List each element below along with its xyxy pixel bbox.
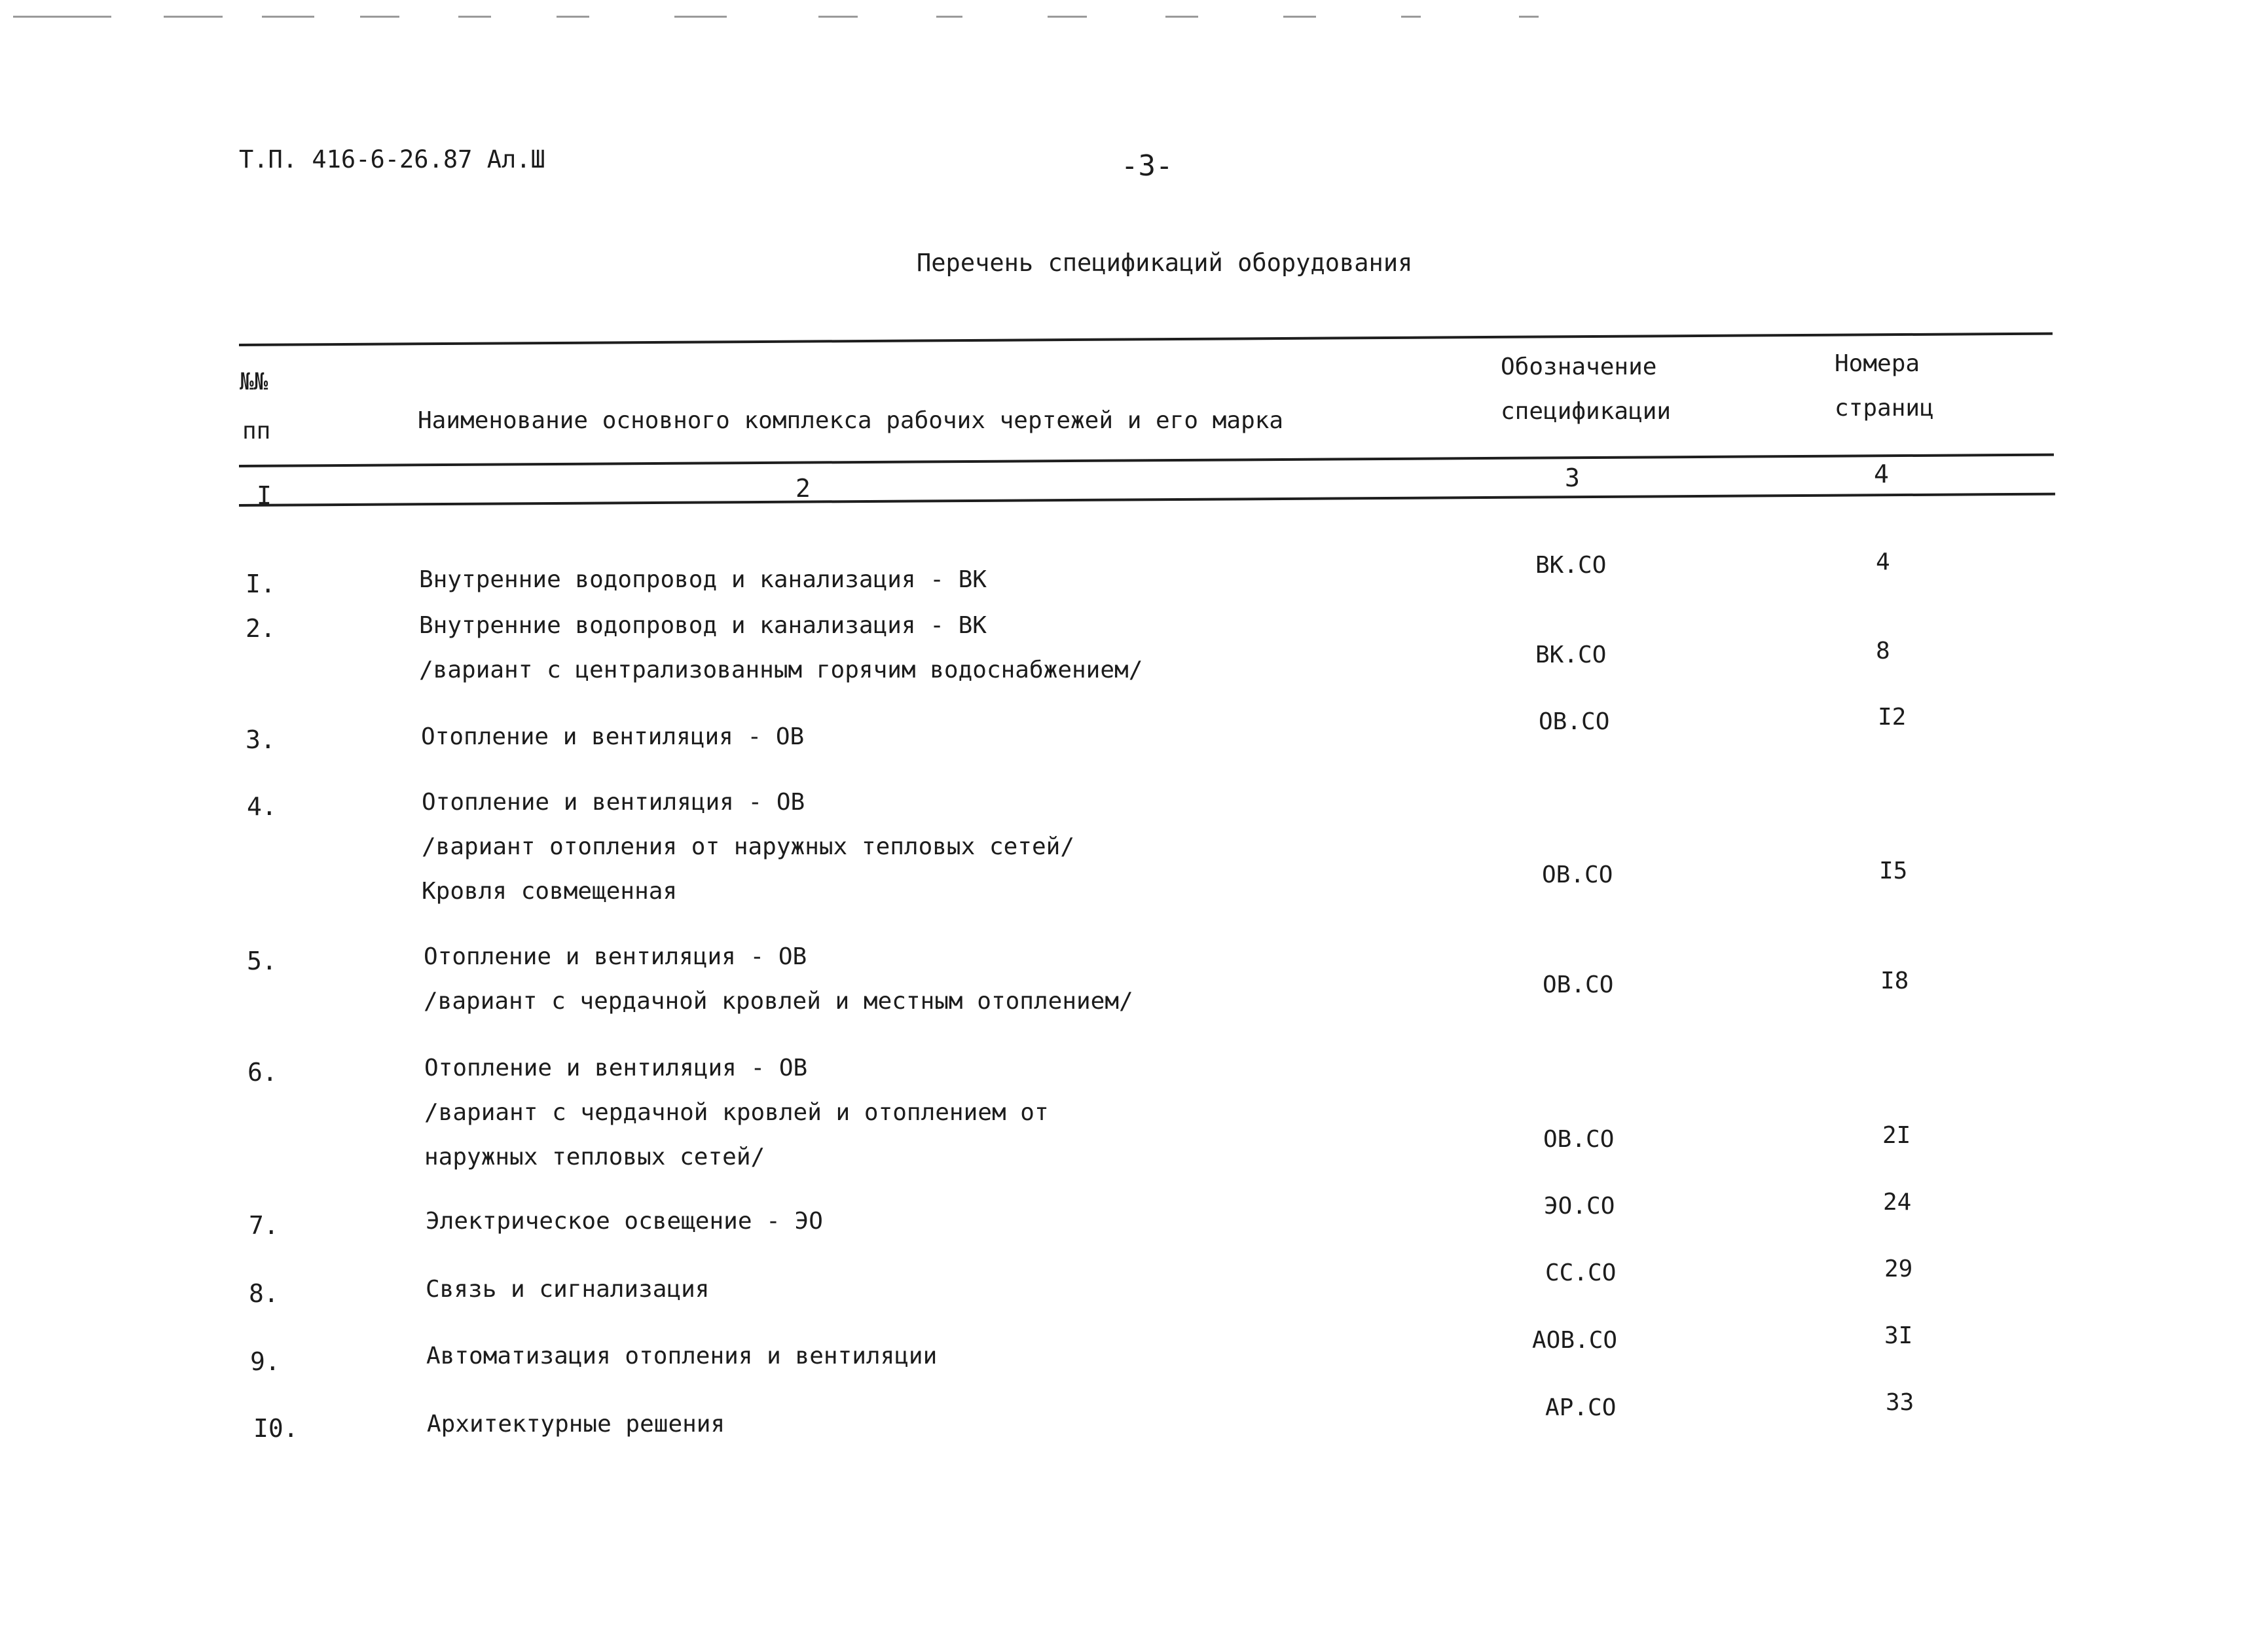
row-9-name bbox=[426, 1334, 937, 1379]
row-9-spec: АОВ.СО bbox=[1532, 1327, 1618, 1354]
row-4-name-line: Отопление и вентиляция - ОВ bbox=[422, 789, 805, 816]
row-4-page: I5 bbox=[1879, 858, 1908, 884]
row-1-number: I. bbox=[246, 570, 276, 598]
header-col1-line1: №№ bbox=[240, 369, 268, 395]
row-6-page: 2I bbox=[1882, 1122, 1911, 1149]
row-8-page: 29 bbox=[1884, 1256, 1913, 1282]
column-number-2: 2 bbox=[796, 474, 811, 503]
row-1-page: 4 bbox=[1876, 549, 1890, 575]
row-8-number: 8. bbox=[249, 1279, 279, 1308]
header-col2: Наименование основного комплекса рабочих чертежей и его марка bbox=[418, 407, 1284, 434]
row-10-spec: АР.СО bbox=[1545, 1394, 1617, 1421]
row-7-number: 7. bbox=[249, 1211, 279, 1240]
row-3-page: I2 bbox=[1878, 704, 1907, 731]
row-10-number: I0. bbox=[253, 1414, 299, 1443]
row-2-number: 2. bbox=[246, 614, 276, 643]
page-number: -3- bbox=[1121, 149, 1173, 183]
row-6-name-line: наружных тепловых сетей/ bbox=[424, 1144, 765, 1170]
row-10-page: 33 bbox=[1886, 1389, 1914, 1416]
table-top-rule bbox=[239, 333, 2053, 346]
row-2-page: 8 bbox=[1876, 638, 1890, 664]
header-col3-line1: Обозначение bbox=[1501, 353, 1657, 380]
row-4-name-line: /вариант отопления от наружных тепловых сетей/ bbox=[422, 833, 1074, 860]
row-3-spec: ОВ.СО bbox=[1539, 708, 1610, 735]
row-6-name-line: /вариант с чердачной кровлей и отоплением от bbox=[424, 1099, 1049, 1126]
row-1-name bbox=[419, 558, 987, 602]
document-code: Т.П. 416-6-26.87 Ал.Ш bbox=[239, 145, 545, 173]
header-col4-line1: Номера bbox=[1835, 350, 1920, 377]
column-number-1: I bbox=[257, 481, 272, 510]
row-4-spec: ОВ.СО bbox=[1542, 861, 1613, 888]
header-col1-line2: пп bbox=[242, 418, 271, 444]
row-7-page: 24 bbox=[1883, 1189, 1912, 1216]
row-4-name-line: Кровля совмещенная bbox=[422, 878, 678, 905]
row-6-spec: ОВ.СО bbox=[1543, 1126, 1615, 1153]
document-title: Перечень спецификаций оборудования bbox=[917, 249, 1413, 277]
header-bottom-rule bbox=[239, 454, 2054, 467]
row-5-number: 5. bbox=[247, 947, 277, 975]
row-4-name bbox=[422, 780, 1074, 914]
row-5-name bbox=[424, 935, 1133, 1024]
row-3-number: 3. bbox=[246, 725, 276, 754]
row-9-page: 3I bbox=[1884, 1322, 1913, 1349]
row-9-name-line: Автоматизация отопления и вентиляции bbox=[426, 1343, 938, 1369]
row-10-name-line: Архитектурные решения bbox=[427, 1411, 725, 1438]
row-1-name-line: Внутренние водопровод и канализация - ВК bbox=[419, 566, 987, 593]
row-2-name-line: /вариант с централизованным горячим водоснабжением/ bbox=[419, 657, 1143, 683]
header-col4-line2: страниц bbox=[1835, 395, 1934, 422]
row-3-name bbox=[421, 715, 804, 759]
row-9-number: 9. bbox=[250, 1347, 280, 1376]
row-2-name-line: Внутренние водопровод и канализация - ВК bbox=[419, 612, 987, 639]
row-7-spec: ЭО.СО bbox=[1544, 1193, 1615, 1220]
row-4-number: 4. bbox=[247, 792, 277, 821]
row-3-name-line: Отопление и вентиляция - ОВ bbox=[421, 723, 805, 750]
row-5-spec: ОВ.СО bbox=[1543, 971, 1614, 998]
row-2-spec: ВК.СО bbox=[1535, 642, 1607, 668]
row-8-name bbox=[426, 1267, 709, 1312]
header-col3-line2: спецификации bbox=[1501, 398, 1672, 425]
row-5-name-line: Отопление и вентиляция - ОВ bbox=[424, 943, 807, 970]
row-8-name-line: Связь и сигнализация bbox=[426, 1276, 710, 1303]
row-10-name bbox=[427, 1402, 725, 1447]
column-number-rule bbox=[239, 493, 2055, 507]
row-1-spec: ВК.СО bbox=[1535, 552, 1607, 579]
column-number-3: 3 bbox=[1565, 463, 1580, 492]
row-2-name bbox=[419, 604, 1143, 693]
row-7-name bbox=[426, 1199, 823, 1244]
row-8-spec: СС.СО bbox=[1545, 1259, 1617, 1286]
row-5-name-line: /вариант с чердачной кровлей и местным отоплением/ bbox=[424, 988, 1133, 1015]
column-number-4: 4 bbox=[1874, 460, 1889, 488]
row-5-page: I8 bbox=[1880, 968, 1909, 994]
row-7-name-line: Электрическое освещение - ЭО bbox=[426, 1208, 823, 1235]
row-6-number: 6. bbox=[247, 1058, 278, 1087]
scan-artifacts bbox=[13, 7, 1584, 20]
row-6-name bbox=[424, 1046, 1049, 1180]
row-6-name-line: Отопление и вентиляция - ОВ bbox=[424, 1055, 808, 1081]
